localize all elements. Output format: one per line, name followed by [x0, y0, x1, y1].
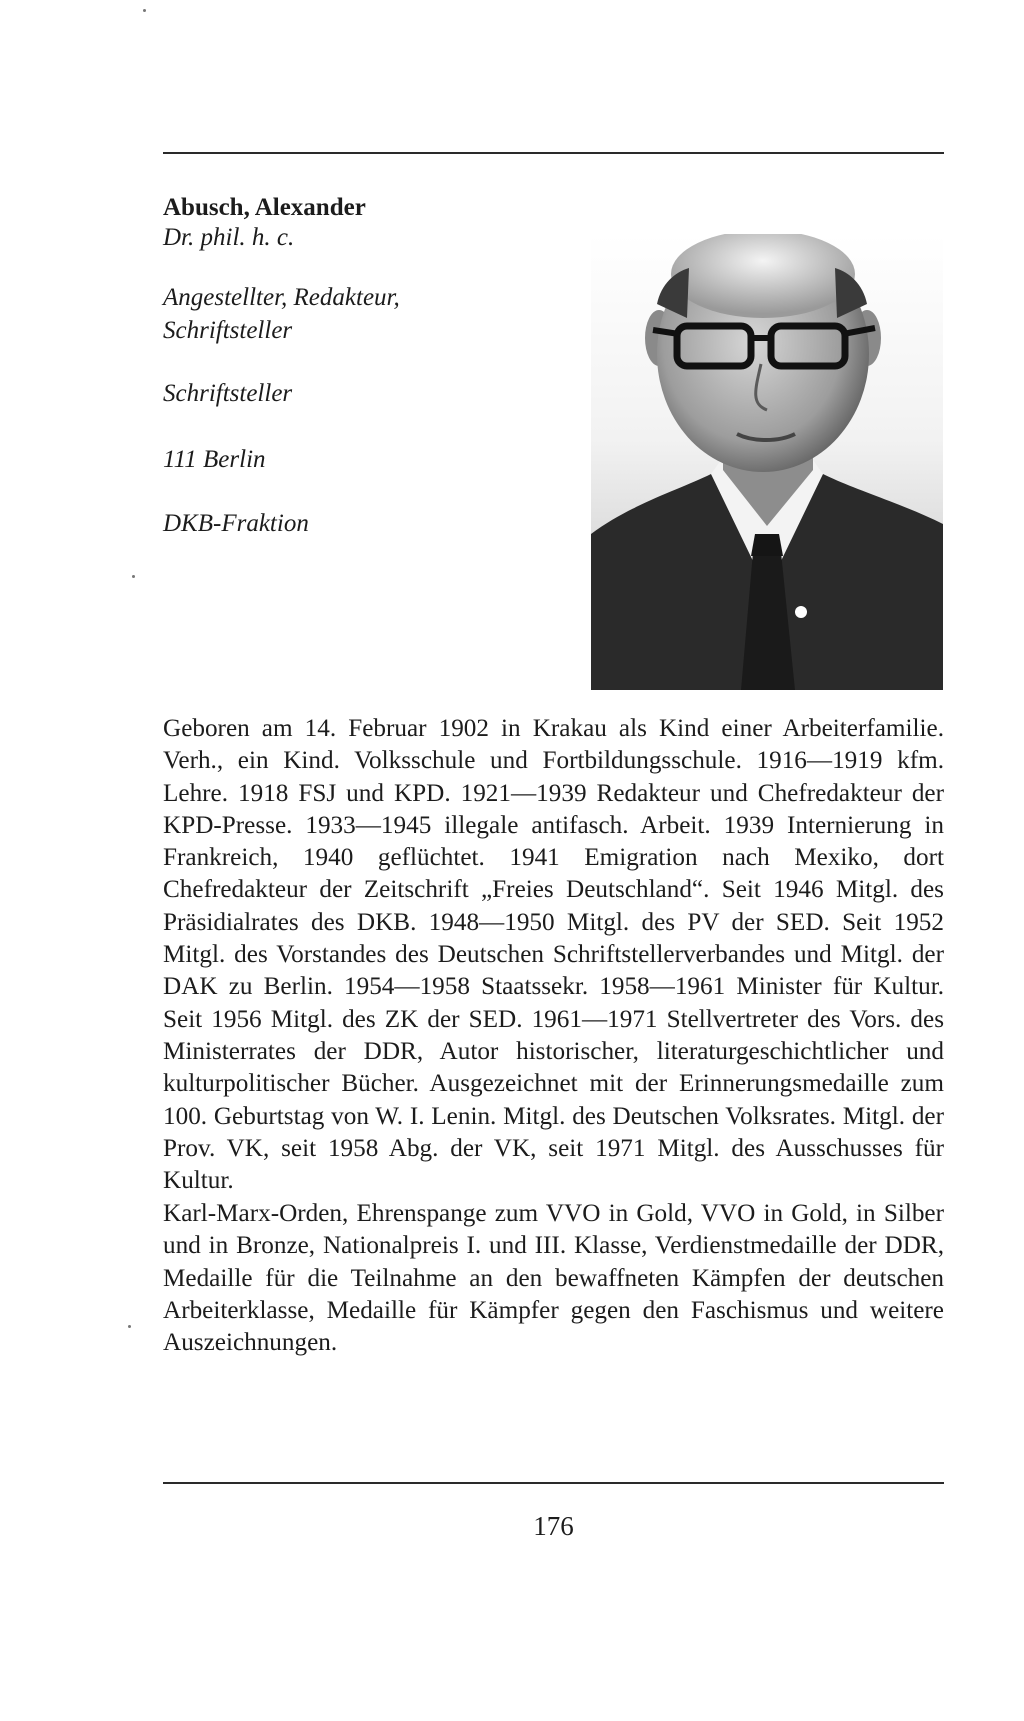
honors-text: Karl-Marx-Orden, Ehrenspange zum VVO in Gold, VVO in Gold, in Silber und in Bronze, Nationalpreis I. und III. Klasse, Verdienstmedaille der DDR, Medaille für die Teilnahme an den bewaffneten Kämpfen der deutschen Arbeiterklasse, Medaille für Kämpfer gegen den Faschismus und weitere Auszeichnungen.	[163, 1200, 944, 1357]
top-rule	[163, 152, 944, 154]
entry-profession: Schriftsteller	[163, 380, 293, 407]
bottom-rule	[163, 1482, 944, 1484]
portrait-photo-icon	[591, 234, 943, 690]
entry-name: Abusch, Alexander	[163, 194, 366, 221]
biography-text: Geboren am 14. Februar 1902 in Krakau als Kind einer Arbeiterfamilie. Verh., ein Kind. Volksschule und Fortbildungsschule. 1916—1919 kfm. Lehre. 1918 FSJ und KPD. 1921—1939 Redakteur und Chefredakteur der KPD-Presse. 1933—1945 illegale antifasch. Arbeit. 1939 Internierung in Frankreich, 1940 geflüchtet. 1941 Emigration nach Mexiko, dort Chefredakteur der Zeitschrift „Freies Deutschland“. Seit 1946 Mitgl. des Präsidialrates des DKB. 1948—1950 Mitgl. des PV der SED. Seit 1952 Mitgl. des Vorstandes des Deutschen Schriftstellerverbandes und Mitgl. der DAK zu Berlin. 1954—1958 Staatssekr. 1958—1961 Minister für Kultur. Seit 1956 Mitgl. des ZK der SED. 1961—1971 Stellvertreter des Vors. des Ministerrates der DDR, Autor historischer, literaturgeschichtlicher und kulturpolitischer Bücher. Ausgezeichnet mit der Erinnerungsmedaille zum 100. Geburtstag von W. I. Lenin. Mitgl. des Deutschen Volksrates. Mitgl. der Prov. VK, seit 1958 Abg. der VK, seit 1971 Mitgl. des Ausschusses für Kultur.	[163, 715, 944, 1195]
entry-title: Dr. phil. h. c.	[163, 224, 295, 251]
scan-speck	[132, 575, 135, 578]
entry-occupation: Angestellter, Redakteur, Schriftsteller	[163, 284, 400, 344]
entry-faction: DKB-Fraktion	[163, 510, 309, 537]
page-number: 176	[533, 1511, 574, 1541]
scan-speck	[128, 1325, 131, 1328]
entry-header	[163, 193, 583, 537]
entry-location: 111 Berlin	[163, 446, 266, 473]
scan-speck	[143, 9, 146, 12]
